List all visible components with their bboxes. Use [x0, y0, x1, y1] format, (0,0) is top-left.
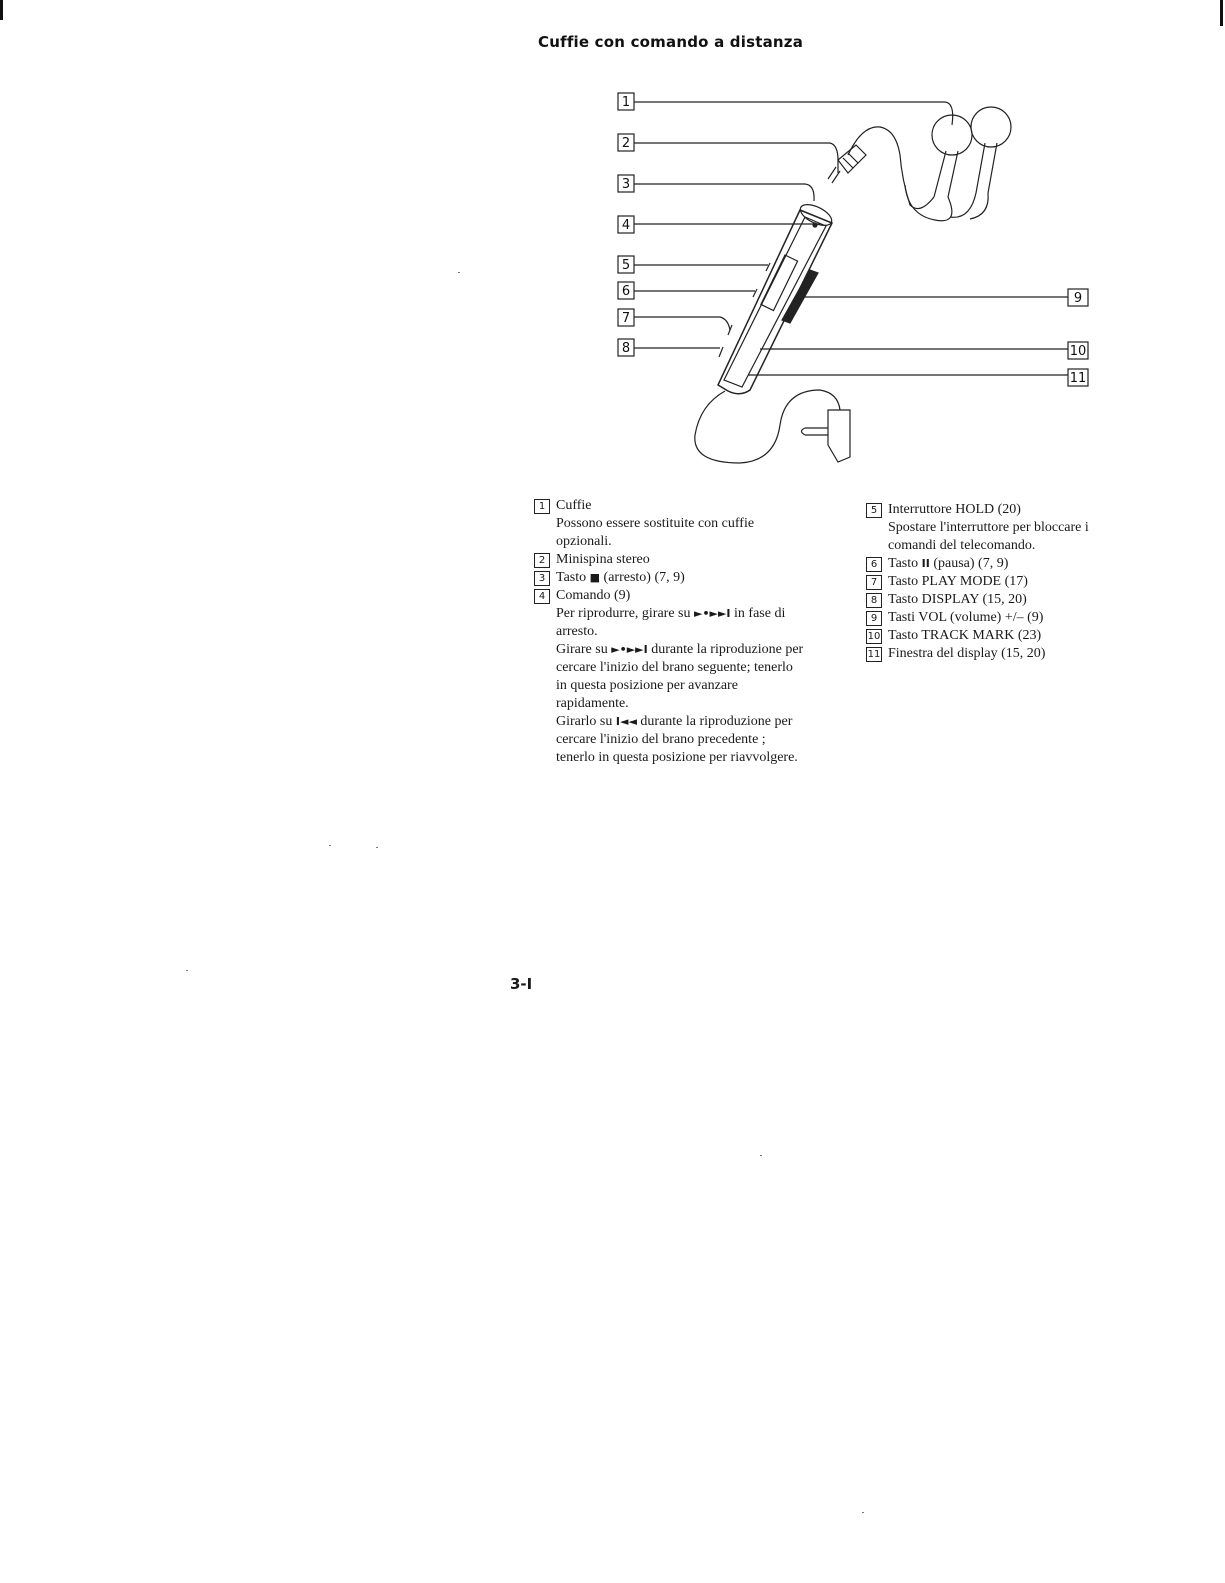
- part-number-badge: 2: [534, 553, 550, 568]
- play-next-symbol-icon: ►•►►I: [611, 643, 648, 656]
- part-item-1: [534, 497, 804, 551]
- scan-speck: [862, 1512, 864, 1513]
- callout-label-11: 11: [1069, 371, 1087, 386]
- part-number-badge: 10: [867, 631, 881, 642]
- callout-label-3: 3: [621, 177, 631, 192]
- remote-knob-dot: [813, 223, 817, 227]
- part-item-2: [534, 551, 804, 569]
- parts-list-left: [534, 497, 804, 767]
- play-next-symbol-icon: ►•►►I: [694, 607, 731, 620]
- part-label: Finestra del display (15, 20): [888, 646, 1046, 661]
- part-item-7: [866, 573, 1136, 591]
- right-angle-plug: [828, 410, 850, 462]
- pause-symbol-icon: II: [921, 557, 930, 570]
- page-number: 3-I: [510, 975, 533, 993]
- part-item-3: [534, 569, 804, 587]
- part-number-badge: 7: [866, 575, 882, 590]
- part-label: Tasto: [556, 570, 587, 585]
- callout-label-10: 10: [1069, 344, 1087, 359]
- part-number-badge: 8: [866, 593, 882, 608]
- remote-cord: [695, 390, 840, 463]
- scan-speck: [186, 970, 188, 971]
- part-number-badge: 6: [866, 557, 882, 572]
- remote-front-face: [724, 217, 826, 387]
- parts-list-right: [866, 501, 1136, 663]
- callout-label-4: 4: [621, 218, 631, 233]
- part-number-badge: 4: [534, 589, 550, 604]
- earphone-cord: [848, 127, 934, 209]
- page-title: Cuffie con comando a distanza: [538, 33, 804, 51]
- leader-3: [634, 184, 814, 201]
- remote-side-buttons: [719, 263, 770, 357]
- earphone-cord-3: [950, 193, 988, 219]
- right-angle-plug-pin: [802, 428, 829, 435]
- part-item-6: [866, 555, 1136, 573]
- part-number-badge: 1: [534, 499, 550, 514]
- part-label: Tasto PLAY MODE (17): [888, 574, 1028, 589]
- part-item-9: [866, 609, 1136, 627]
- part-number-badge: 9: [866, 611, 882, 626]
- leader-7: [634, 317, 730, 330]
- part-item-8: [866, 591, 1136, 609]
- part-label: Tasti VOL (volume) +/– (9): [888, 610, 1044, 625]
- callout-label-1: 1: [621, 95, 631, 110]
- part-number-badge: 5: [866, 503, 882, 518]
- earbud-right: [971, 107, 1011, 147]
- part-label: Minispina stereo: [556, 552, 650, 567]
- part-description-rewind: Girarlo su I◄◄ durante la riproduzione per cercare l'inizio del brano precedente ; tenerlo in questa posizione per riavvolgere.: [556, 714, 798, 765]
- part-label-suffix: (arresto) (7, 9): [603, 570, 685, 585]
- part-label: Tasto TRACK MARK (23): [888, 628, 1042, 643]
- part-label: Tasto DISPLAY (15, 20): [888, 592, 1027, 607]
- scan-speck: [376, 847, 378, 848]
- part-item-10: [866, 627, 1136, 645]
- part-description-forward: Girare su ►•►►I durante la riproduzione per cercare l'inizio del brano seguente; tenerlo in questa posizione per avanzare rapidamente.: [556, 642, 804, 711]
- callout-label-2: 2: [621, 136, 631, 151]
- part-item-4: [534, 587, 804, 767]
- part-item-5: [866, 501, 1136, 555]
- part-label: Comando (9): [556, 588, 631, 603]
- scan-edge-mark-left: [0, 0, 3, 20]
- stop-symbol-icon: ■: [589, 571, 601, 584]
- part-number-badge: 3: [534, 571, 550, 586]
- scan-edge-mark-right: [1220, 0, 1223, 26]
- callout-label-8: 8: [621, 341, 631, 356]
- leader-1: [634, 102, 953, 125]
- part-label-suffix: (pausa) (7, 9): [933, 556, 1009, 571]
- part-label: Tasto: [888, 556, 919, 571]
- leader-2: [634, 143, 838, 173]
- callout-label-7: 7: [621, 311, 631, 326]
- part-label: Cuffie: [556, 498, 592, 513]
- callout-label-9: 9: [1073, 291, 1083, 306]
- part-label: Interruttore HOLD (20): [888, 502, 1021, 517]
- part-description: Possono essere sostituite con cuffie opzionali.: [556, 516, 755, 549]
- mini-plug: [838, 145, 866, 173]
- remote-body: [718, 210, 832, 394]
- scan-speck: [760, 1155, 762, 1156]
- earbud-left-stem: [934, 151, 958, 197]
- part-description-play: Per riprodurre, girare su ►•►►I in fase di arresto.: [556, 606, 786, 639]
- remote-headphones-diagram: [600, 85, 1100, 470]
- part-number-badge: 11: [867, 649, 881, 660]
- earbud-right-stem: [976, 143, 997, 193]
- part-item-11: [866, 645, 1136, 663]
- callout-label-5: 5: [621, 258, 631, 273]
- part-description: Spostare l'interruttore per bloccare i comandi del telecomando.: [888, 520, 1089, 553]
- callout-label-6: 6: [621, 284, 631, 299]
- previous-symbol-icon: I◄◄: [615, 715, 637, 728]
- scan-speck: [329, 845, 331, 846]
- scan-speck: [458, 272, 460, 273]
